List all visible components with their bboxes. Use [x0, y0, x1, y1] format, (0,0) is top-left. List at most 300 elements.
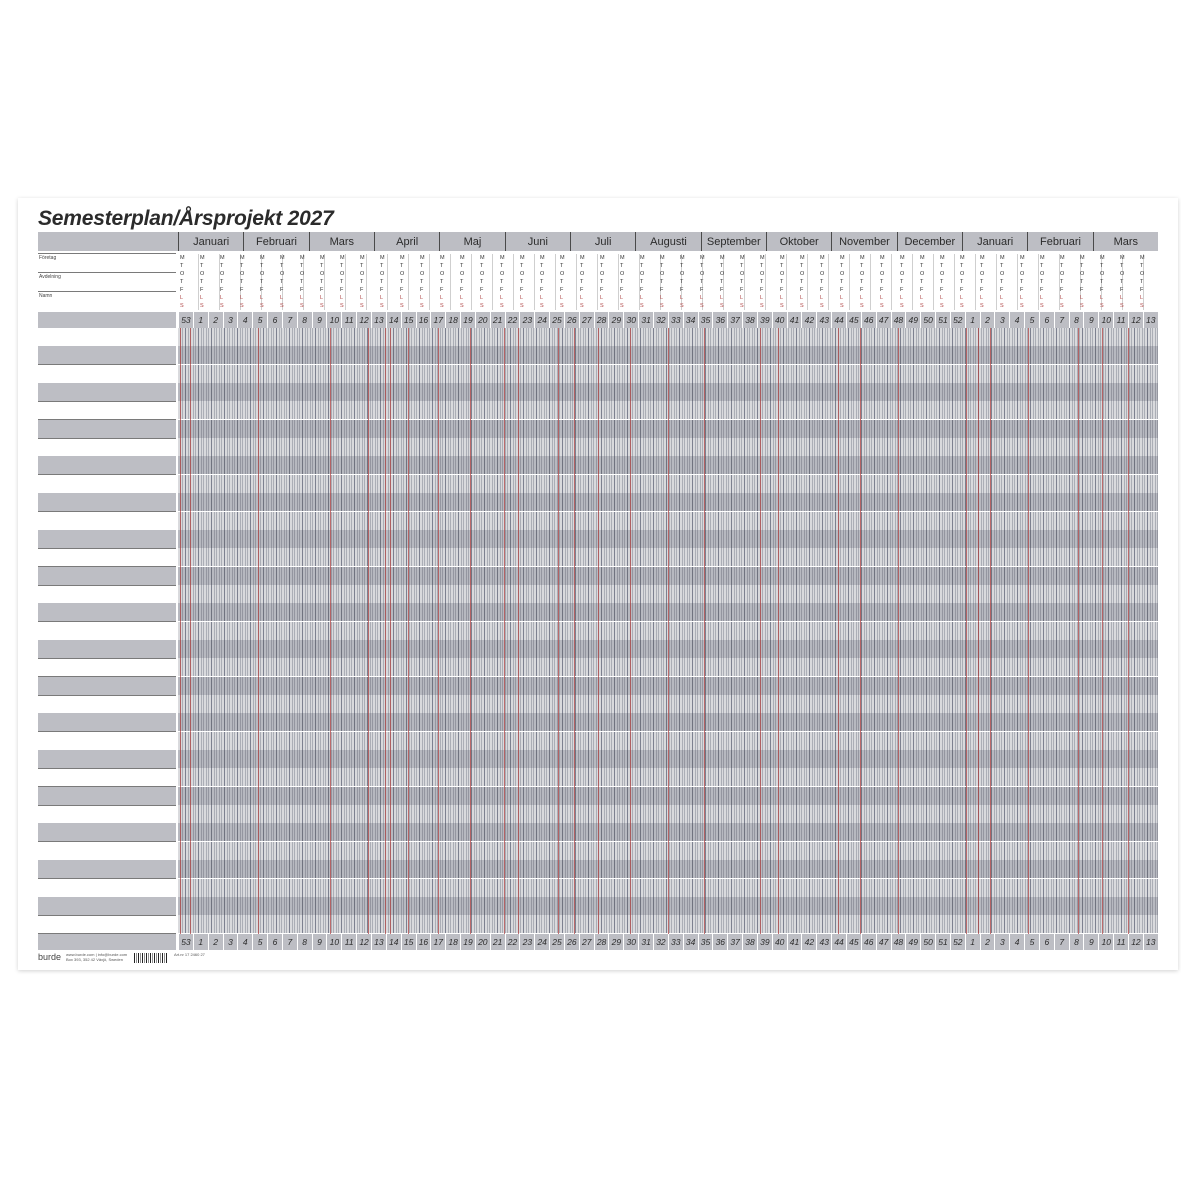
weekday-letter: M [860, 255, 865, 261]
weekday-letter: L [360, 295, 364, 301]
weekday-letter: T [260, 279, 264, 285]
weekday-letter: T [660, 279, 664, 285]
month-label: Februari [243, 232, 308, 251]
weekday-letter: L [440, 295, 444, 301]
row-name-cell[interactable] [38, 346, 176, 365]
week-number: 7 [1054, 312, 1069, 328]
weekday-letter: S [500, 303, 504, 309]
weekday-letter: O [500, 271, 505, 277]
week-number: 8 [297, 934, 312, 950]
weekday-letter: O [200, 271, 205, 277]
weekday-letter: T [1060, 263, 1064, 269]
weekday-letter: F [300, 287, 304, 293]
week-number: 36 [712, 312, 727, 328]
form-field-department[interactable]: Avdelning [38, 272, 176, 292]
week-number: 46 [861, 934, 876, 950]
weekday-letter: O [180, 271, 185, 277]
holiday-line [330, 328, 331, 934]
weekday-letter: O [960, 271, 965, 277]
week-number: 19 [460, 312, 475, 328]
weekday-letter: T [480, 279, 484, 285]
week-number: 49 [905, 934, 920, 950]
weekday-letter: T [980, 263, 984, 269]
weekday-letter: M [1080, 255, 1085, 261]
weekday-letter: T [860, 279, 864, 285]
weekday-letter: O [580, 271, 585, 277]
week-number: 53 [178, 934, 193, 950]
week-number: 30 [623, 312, 638, 328]
weekday-letter: T [460, 279, 464, 285]
row-name-cell[interactable] [38, 768, 176, 787]
holiday-line [390, 328, 391, 934]
week-number: 49 [905, 312, 920, 328]
week-number: 32 [653, 312, 668, 328]
weekday-letter: F [280, 287, 284, 293]
weekday-letter: F [740, 287, 744, 293]
weekday-letter: T [500, 279, 504, 285]
week-number: 35 [698, 934, 713, 950]
weekday-letter: T [1100, 263, 1104, 269]
row-name-cell[interactable] [38, 695, 176, 714]
weekday-letter: S [200, 303, 204, 309]
weekday-letter: L [200, 295, 204, 301]
weekday-letter: M [240, 255, 245, 261]
month-label: Juli [570, 232, 635, 251]
row-name-cell[interactable] [38, 420, 176, 439]
week-number: 2 [208, 934, 223, 950]
weekday-letter: M [460, 255, 465, 261]
weekday-letter: T [680, 279, 684, 285]
row-name-cell[interactable] [38, 456, 176, 475]
week-number: 24 [534, 934, 549, 950]
week-number: 3 [223, 934, 238, 950]
holiday-line [518, 328, 519, 934]
week-number: 20 [475, 934, 490, 950]
week-number: 10 [326, 312, 341, 328]
weekday-letter: O [780, 271, 785, 277]
weekday-letter: M [200, 255, 205, 261]
holiday-line [630, 328, 631, 934]
weekday-letter: M [300, 255, 305, 261]
weekday-letter: S [900, 303, 904, 309]
weekday-letter: O [880, 271, 885, 277]
weekday-letter: T [700, 263, 704, 269]
holiday-line [180, 328, 181, 934]
week-number: 40 [772, 312, 787, 328]
weekday-letter: M [480, 255, 485, 261]
holiday-line [966, 328, 967, 934]
week-number: 31 [638, 312, 653, 328]
row-name-cell[interactable] [38, 879, 176, 898]
weekday-letter: T [1080, 279, 1084, 285]
weekday-letter: O [920, 271, 925, 277]
week-number: 8 [1069, 312, 1084, 328]
week-number: 53 [178, 312, 193, 328]
month-label: September [701, 232, 766, 251]
weekday-letter: T [1020, 263, 1024, 269]
weekday-letter: S [540, 303, 544, 309]
weekday-letter: O [840, 271, 845, 277]
week-number: 24 [534, 312, 549, 328]
weekday-letter: T [620, 279, 624, 285]
weekday-letter: F [520, 287, 524, 293]
weekday-letter: F [1000, 287, 1004, 293]
weekday-letter: L [520, 295, 524, 301]
week-number: 15 [401, 934, 416, 950]
weekday-letter: M [620, 255, 625, 261]
weekday-letter: F [420, 287, 424, 293]
weekday-letter: L [720, 295, 724, 301]
weekday-letter: S [1020, 303, 1024, 309]
weekday-letter: O [440, 271, 445, 277]
week-number: 41 [787, 934, 802, 950]
weekday-letter: F [380, 287, 384, 293]
weekday-letter: L [240, 295, 244, 301]
week-number: 51 [935, 934, 950, 950]
week-number: 10 [326, 934, 341, 950]
week-number: 44 [831, 934, 846, 950]
holiday-line [258, 328, 259, 934]
row-name-cell[interactable] [38, 640, 176, 659]
row-name-cell[interactable] [38, 365, 176, 384]
weekday-letter: F [880, 287, 884, 293]
weekday-letter: F [1140, 287, 1144, 293]
week-number: 5 [1024, 934, 1039, 950]
week-number: 39 [757, 934, 772, 950]
weekday-letter: T [1040, 279, 1044, 285]
weekday-letter: M [420, 255, 425, 261]
weekday-letter: M [500, 255, 505, 261]
week-number: 37 [727, 312, 742, 328]
week-header-bottom [178, 934, 1158, 950]
weekday-letter: F [980, 287, 984, 293]
row-name-cell[interactable] [38, 603, 176, 622]
holiday-line [504, 328, 505, 934]
weekday-letter: O [640, 271, 645, 277]
footer-contact: www.burde.com | info@burde.com Box 393, 352 42 Växjö, Sweden [66, 952, 128, 962]
weekday-letter: L [340, 295, 344, 301]
row-name-cell[interactable] [38, 897, 176, 916]
weekday-letter: S [400, 303, 404, 309]
week-number: 13 [1143, 934, 1158, 950]
weekday-letter: S [1060, 303, 1064, 309]
weekday-letter: F [340, 287, 344, 293]
weekday-letter: M [640, 255, 645, 261]
weekday-letter: O [220, 271, 225, 277]
weekday-letter: L [540, 295, 544, 301]
row-name-cell[interactable] [38, 512, 176, 531]
week-number: 13 [1143, 312, 1158, 328]
row-name-cell[interactable] [38, 787, 176, 806]
week-number: 28 [594, 312, 609, 328]
weekday-letter: S [460, 303, 464, 309]
weekday-letter: M [340, 255, 345, 261]
row-name-cell[interactable] [38, 585, 176, 604]
row-name-cell[interactable] [38, 475, 176, 494]
row-name-cell[interactable] [38, 401, 176, 420]
weekday-letter: M [1140, 255, 1145, 261]
week-number: 45 [846, 312, 861, 328]
weekday-letter: O [300, 271, 305, 277]
weekday-letter: S [220, 303, 224, 309]
weekday-letter: L [1060, 295, 1064, 301]
month-header [38, 232, 1158, 251]
weekday-letter: T [760, 279, 764, 285]
weekday-letter: S [700, 303, 704, 309]
row-name-cell[interactable] [38, 493, 176, 512]
row-name-cell[interactable] [38, 842, 176, 861]
weekday-letter: O [600, 271, 605, 277]
weekday-letter: L [1100, 295, 1104, 301]
weekday-letter: S [600, 303, 604, 309]
row-name-cell[interactable] [38, 915, 176, 934]
weekday-letter: L [780, 295, 784, 301]
weekday-letter: M [1100, 255, 1105, 261]
weekday-letter: T [600, 263, 604, 269]
weekday-letter: S [740, 303, 744, 309]
week-number: 10 [1098, 312, 1113, 328]
weekday-letter: O [460, 271, 465, 277]
week-number: 6 [1039, 934, 1054, 950]
week-number: 16 [416, 934, 431, 950]
weekday-letter: S [380, 303, 384, 309]
row-name-cell[interactable] [38, 530, 176, 549]
week-number: 48 [891, 312, 906, 328]
row-name-cell[interactable] [38, 805, 176, 824]
row-name-cell[interactable] [38, 823, 176, 842]
weekday-letter: F [800, 287, 804, 293]
weekday-letter: M [840, 255, 845, 261]
weekday-letter: S [960, 303, 964, 309]
row-name-cell[interactable] [38, 622, 176, 641]
weekday-letter: O [660, 271, 665, 277]
weekday-letter: F [200, 287, 204, 293]
weekday-letter: T [860, 263, 864, 269]
row-name-cell[interactable] [38, 658, 176, 677]
week-number: 10 [1098, 934, 1113, 950]
weekday-letter: L [940, 295, 944, 301]
weekday-letter: O [1060, 271, 1065, 277]
weekday-letter: T [1140, 263, 1144, 269]
weekday-letter: F [780, 287, 784, 293]
week-number: 2 [208, 312, 223, 328]
weekday-letter: O [800, 271, 805, 277]
row-name-cell[interactable] [38, 567, 176, 586]
weekday-letter: O [720, 271, 725, 277]
holiday-line [1128, 328, 1129, 934]
weekday-letter: M [220, 255, 225, 261]
weekday-letter: O [400, 271, 405, 277]
weekday-letter: O [1020, 271, 1025, 277]
weekday-letter: M [280, 255, 285, 261]
row-name-cell[interactable] [38, 732, 176, 751]
weekday-letter: L [280, 295, 284, 301]
weekday-letter: F [1100, 287, 1104, 293]
weekday-letter: L [640, 295, 644, 301]
week-number: 42 [801, 312, 816, 328]
weekday-letter: M [400, 255, 405, 261]
weekday-letter: T [420, 263, 424, 269]
weekday-letter: L [1140, 295, 1144, 301]
month-label: December [897, 232, 962, 251]
row-name-cell[interactable] [38, 860, 176, 879]
weekday-letter: T [320, 263, 324, 269]
weekday-letter: M [880, 255, 885, 261]
week-number: 20 [475, 312, 490, 328]
week-number: 18 [445, 934, 460, 950]
week-number: 39 [757, 312, 772, 328]
weekday-letter: O [620, 271, 625, 277]
week-number: 19 [460, 934, 475, 950]
week-header-top [178, 312, 1158, 328]
weekday-letter: S [880, 303, 884, 309]
holiday-line [438, 328, 439, 934]
week-number: 17 [430, 934, 445, 950]
weekday-letter: O [560, 271, 565, 277]
weekday-letter: T [820, 263, 824, 269]
week-number: 34 [683, 312, 698, 328]
week-number: 9 [1083, 312, 1098, 328]
form-field-name[interactable]: Namn [38, 291, 176, 311]
weekday-letter: T [980, 279, 984, 285]
weekday-letter: S [240, 303, 244, 309]
weekday-letter: S [580, 303, 584, 309]
weekday-letter: T [420, 279, 424, 285]
week-number: 12 [1128, 312, 1143, 328]
weekday-letter: O [860, 271, 865, 277]
holiday-line [408, 328, 409, 934]
week-number: 26 [564, 312, 579, 328]
week-number: 29 [608, 312, 623, 328]
row-name-cell[interactable] [38, 548, 176, 567]
weekday-letter: T [300, 279, 304, 285]
weekday-letter: S [640, 303, 644, 309]
weekday-letter: T [640, 263, 644, 269]
weekday-letter: L [680, 295, 684, 301]
weekday-letter: T [280, 279, 284, 285]
weekday-letter: S [720, 303, 724, 309]
weekday-letter: T [1100, 279, 1104, 285]
weekday-letter: F [1080, 287, 1084, 293]
weekday-letter: O [1140, 271, 1145, 277]
form-field-company[interactable]: Företag [38, 253, 176, 273]
weekday-letter: S [1140, 303, 1144, 309]
weekday-letter: T [180, 263, 184, 269]
week-number: 36 [712, 934, 727, 950]
week-number: 1 [965, 934, 980, 950]
weekday-letter: L [1040, 295, 1044, 301]
weekday-letter: M [320, 255, 325, 261]
weekday-letter: S [920, 303, 924, 309]
weekday-letter: T [700, 279, 704, 285]
page-title: Semesterplan/Årsprojekt 2027 [38, 207, 334, 230]
weekday-letter: F [1020, 287, 1024, 293]
row-name-cell[interactable] [38, 328, 176, 347]
weekday-letter: T [1080, 263, 1084, 269]
weekday-letter: T [480, 263, 484, 269]
weekday-letter: T [260, 263, 264, 269]
weekday-letter: S [1100, 303, 1104, 309]
row-name-cell[interactable] [38, 438, 176, 457]
weekday-letter: M [1120, 255, 1125, 261]
week-number: 2 [980, 934, 995, 950]
weekday-letter: L [900, 295, 904, 301]
weekday-letter: O [760, 271, 765, 277]
weekday-letter: F [220, 287, 224, 293]
weekday-letter: F [500, 287, 504, 293]
weekday-letter: S [180, 303, 184, 309]
weekday-letter: S [360, 303, 364, 309]
weekday-letter: T [600, 279, 604, 285]
row-name-cell[interactable] [38, 677, 176, 696]
week-number: 5 [252, 934, 267, 950]
week-number: 7 [282, 934, 297, 950]
weekday-letter: T [940, 263, 944, 269]
weekday-letter: T [400, 263, 404, 269]
weekday-letter: F [720, 287, 724, 293]
weekday-letter: O [340, 271, 345, 277]
week-number: 22 [505, 934, 520, 950]
week-number: 52 [950, 312, 965, 328]
weekday-letter: F [1040, 287, 1044, 293]
month-label: Oktober [766, 232, 831, 251]
month-label: April [374, 232, 439, 251]
weekday-letter: O [940, 271, 945, 277]
weekday-letter: T [400, 279, 404, 285]
weekday-letter: T [1000, 263, 1004, 269]
week-number: 33 [668, 934, 683, 950]
weekday-letter: S [680, 303, 684, 309]
weekday-letter: S [660, 303, 664, 309]
weekday-letter: T [880, 263, 884, 269]
weekday-letter: T [540, 279, 544, 285]
weekday-letter: M [360, 255, 365, 261]
weekday-letter: M [820, 255, 825, 261]
weekday-letter: L [820, 295, 824, 301]
weekday-letter: M [660, 255, 665, 261]
weekday-letter: M [740, 255, 745, 261]
weekday-letter: S [520, 303, 524, 309]
weekday-letter: O [540, 271, 545, 277]
weekday-letter: L [420, 295, 424, 301]
row-name-cell[interactable] [38, 383, 176, 402]
weekday-letter: T [920, 279, 924, 285]
row-name-cell[interactable] [38, 750, 176, 769]
week-number: 15 [401, 312, 416, 328]
weekday-letter: T [360, 263, 364, 269]
weekday-letter: T [960, 263, 964, 269]
weekday-letter: M [380, 255, 385, 261]
weekday-letter: F [680, 287, 684, 293]
weekday-letter: S [780, 303, 784, 309]
weekday-letter: T [520, 279, 524, 285]
row-name-cell[interactable] [38, 713, 176, 732]
weekday-letter: M [1000, 255, 1005, 261]
week-number: 40 [772, 934, 787, 950]
weekday-letter: T [380, 279, 384, 285]
weekday-letter: S [980, 303, 984, 309]
weekday-letter: S [620, 303, 624, 309]
weekday-letter: L [480, 295, 484, 301]
week-number: 47 [876, 312, 891, 328]
weekday-letter: M [600, 255, 605, 261]
week-number: 18 [445, 312, 460, 328]
week-header-left [38, 312, 176, 328]
weekday-letter: L [380, 295, 384, 301]
week-number: 6 [267, 934, 282, 950]
weekday-letter: S [1120, 303, 1124, 309]
week-number: 3 [994, 312, 1009, 328]
